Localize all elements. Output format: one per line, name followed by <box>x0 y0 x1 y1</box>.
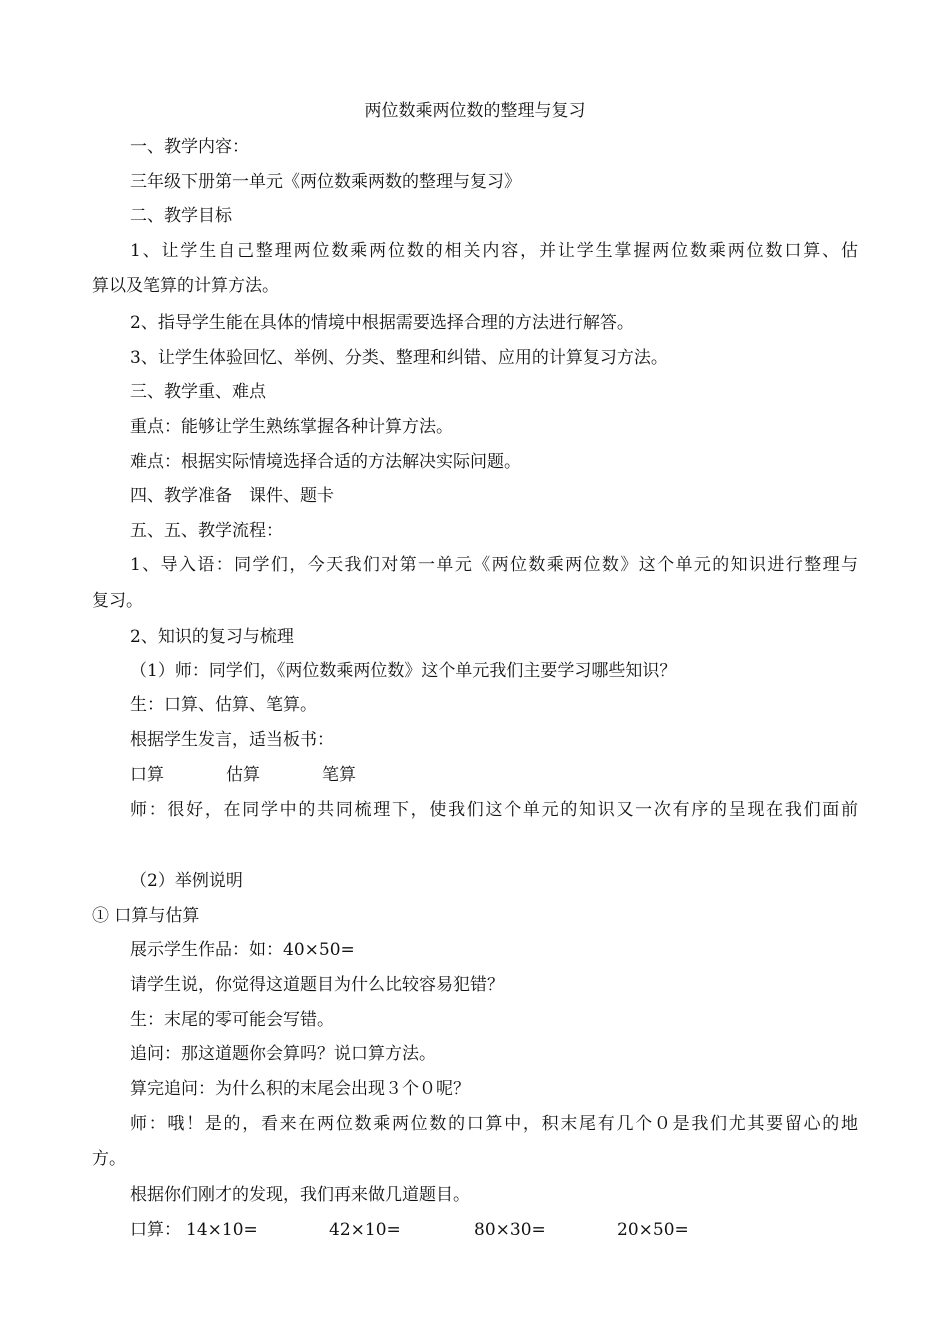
paragraph: 3、让学生体验回忆、举例、分类、整理和纠错、应用的计算复习方法。 <box>130 348 668 368</box>
section-heading-keypoints: 三、教学重、难点 <box>130 382 266 402</box>
paragraph: 请学生说，你觉得这道题目为什么比较容易犯错？ <box>130 975 504 995</box>
document-title: 两位数乘两位数的整理与复习 <box>364 101 586 121</box>
oral-exercise-item: 42×10= <box>329 1220 401 1240</box>
paragraph: 复习。 <box>92 591 143 611</box>
paragraph: 三年级下册第一单元《两位数乘两数的整理与复习》 <box>130 172 521 192</box>
paragraph: 重点：能够让学生熟练掌握各种计算方法。 <box>130 417 453 437</box>
oral-exercises <box>130 1219 181 1241</box>
board-item: 笔算 <box>322 765 356 785</box>
paragraph: 根据学生发言，适当板书： <box>130 730 334 750</box>
paragraph: 生：口算、估算、笔算。 <box>130 695 317 715</box>
subsection-heading: ① 口算与估算 <box>92 906 200 926</box>
paragraph: 2、指导学生能在具体的情境中根据需要选择合理的方法进行解答。 <box>130 313 634 333</box>
paragraph: 展示学生作品：如：40×50= <box>130 940 355 960</box>
board-writing <box>130 764 356 786</box>
paragraph: 师：很好，在同学中的共同梳理下，使我们这个单元的知识又一次有序的呈现在我们面前 <box>130 800 858 820</box>
oral-label: 口算： <box>130 1220 181 1240</box>
section-heading-content: 一、教学内容： <box>130 137 249 157</box>
paragraph: 算完追问：为什么积的末尾会出现３个０呢？ <box>130 1079 470 1099</box>
paragraph: （1）师：同学们，《两位数乘两位数》这个单元我们主要学习哪些知识？ <box>130 661 677 681</box>
paragraph: 生：末尾的零可能会写错。 <box>130 1010 334 1030</box>
oral-exercise-item: 20×50= <box>617 1220 689 1240</box>
paragraph: 方。 <box>92 1149 126 1169</box>
subsection-heading: （2）举例说明 <box>130 871 243 891</box>
oral-exercise-item: 14×10= <box>186 1220 258 1240</box>
board-item: 估算 <box>226 765 260 785</box>
paragraph: 算以及笔算的计算方法。 <box>92 276 279 296</box>
paragraph: 追问：那这道题你会算吗？说口算方法。 <box>130 1044 436 1064</box>
paragraph: 难点：根据实际情境选择合适的方法解决实际问题。 <box>130 452 521 472</box>
paragraph: 1、让学生自己整理两位数乘两位数的相关内容，并让学生掌握两位数乘两位数口算、估 <box>130 241 858 261</box>
board-item: 口算 <box>130 765 164 785</box>
section-heading-process: 五、五、教学流程： <box>130 521 283 541</box>
section-heading-goals: 二、教学目标 <box>130 206 232 226</box>
paragraph: 1、导入语：同学们，今天我们对第一单元《两位数乘两位数》这个单元的知识进行整理与 <box>130 555 858 575</box>
oral-exercise-item: 80×30= <box>474 1220 546 1240</box>
paragraph: 根据你们刚才的发现，我们再来做几道题目。 <box>130 1185 470 1205</box>
paragraph: 2、知识的复习与梳理 <box>130 627 294 647</box>
paragraph: 师：哦！是的，看来在两位数乘两位数的口算中，积末尾有几个０是我们尤其要留心的地 <box>130 1114 858 1134</box>
section-heading-preparation: 四、教学准备 课件、题卡 <box>130 486 334 506</box>
